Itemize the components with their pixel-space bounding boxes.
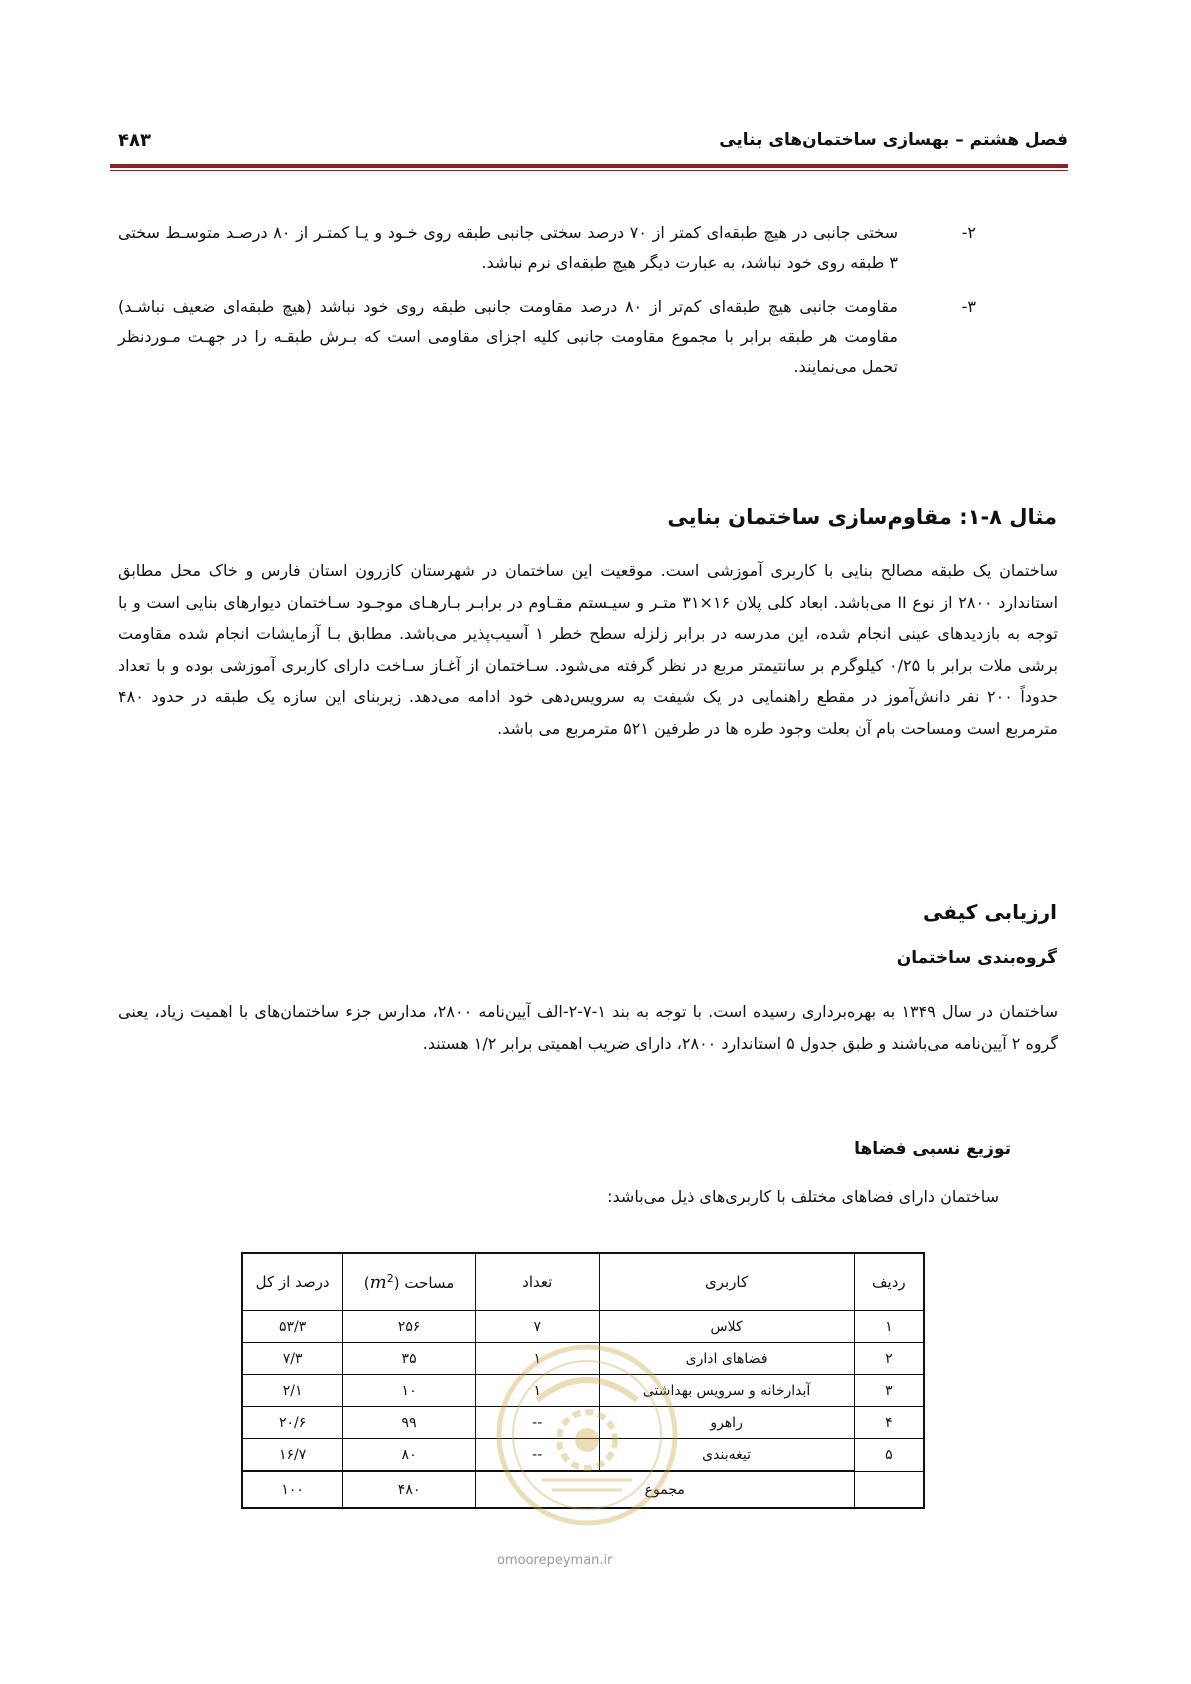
cell-percent: ۲۰/۶ bbox=[242, 1407, 343, 1439]
header-row-number: ردیف bbox=[854, 1253, 924, 1311]
cell-area: ۱۰ bbox=[343, 1375, 476, 1407]
cell-area: ۳۵ bbox=[343, 1343, 476, 1375]
cell-row-number: ۳ bbox=[854, 1375, 924, 1407]
header-count: تعداد bbox=[475, 1253, 599, 1311]
header-rule-thick bbox=[110, 164, 1068, 168]
list-item-text: سختی جانبی در هیچ طبقه‌ای کمتر از ۷۰ درصد سختی جانبی طبقه روی خـود و یـا کمتـر از ۸۰ درصـد متوسـط سختی ۳ طبقه روی خود نباشد، به عبارت دیگر هیچ طبقه‌ای نرم نباشد. bbox=[118, 223, 899, 272]
cell-row-number: ۲ bbox=[854, 1343, 924, 1375]
page-header bbox=[110, 130, 1068, 160]
cell-count: ۱ bbox=[475, 1375, 599, 1407]
cell-row-number: ۱ bbox=[854, 1311, 924, 1343]
list-item bbox=[118, 292, 976, 382]
header-percent: درصد از کل bbox=[242, 1253, 343, 1311]
table-header-row bbox=[242, 1253, 924, 1311]
header-rule-thin bbox=[110, 170, 1068, 171]
list-item-number: ۳- bbox=[961, 297, 976, 316]
list-item bbox=[118, 218, 976, 278]
cell-area: ۲۵۶ bbox=[343, 1311, 476, 1343]
cell-count: -- bbox=[475, 1407, 599, 1439]
cell-usage: آبدارخانه و سرویس بهداشتی bbox=[599, 1375, 854, 1407]
header-area-unit: m bbox=[369, 1271, 387, 1293]
cell-row-number: ۴ bbox=[854, 1407, 924, 1439]
cell-percent: ۷/۳ bbox=[242, 1343, 343, 1375]
cell-area: ۸۰ bbox=[343, 1439, 476, 1472]
cell-usage: تیغه‌بندی bbox=[599, 1439, 854, 1472]
cell-percent: ۵۳/۳ bbox=[242, 1311, 343, 1343]
total-label: مجموع bbox=[475, 1471, 854, 1508]
cell-count: -- bbox=[475, 1439, 599, 1472]
qualitative-heading: ارزیابی کیفی bbox=[922, 900, 1057, 924]
cell-percent: ۲/۱ bbox=[242, 1375, 343, 1407]
cell-usage: راهرو bbox=[599, 1407, 854, 1439]
total-area: ۴۸۰ bbox=[343, 1471, 476, 1508]
cell-area: ۹۹ bbox=[343, 1407, 476, 1439]
distribution-heading: توزیع نسبی فضاها bbox=[854, 1139, 1011, 1159]
publisher-seal-icon bbox=[492, 1340, 682, 1530]
example-paragraph: ساختمان یک طبقه مصالح بنایی با کاربری آموزشی است. موقعیت این ساختمان در شهرستان کازرون استان فارس و خاک محل مطابق استاندارد ۲۸۰۰ از نوع II می‌باشد. ابعاد کلی پلان ۱۶×۳۱ متـر و سیـستم مقـاوم در برابـر بـارهـای موجـود سـاختمان دیوارهای بنایی است و با توجه به بازدیدهای عینی انجام شده، این مدرسه در برابر زلزله سطح خطر ۱ آسیب‌پذیر می‌باشد. مطابق بـا آزمایشات انجام شده مقاومت برشی ملات برابر با ۰/۲۵ کیلوگرم بر سانتیمتر مربع در نظر گرفته می‌شود. سـاختمان از آغـاز سـاخت دارای کاربری آموزشی بوده و با تعداد حدوداً ۲۰۰ نفر دانش‌آموز در مقطع راهنمایی در یک شیفت به سرویس‌دهی خود ادامه می‌دهد. زیربنای این سازه یک طبقه در حدود ۴۸۰ مترمربع است ومساحت بام آن بعلت وجود طره ها در طرفین ۵۲۱ مترمربع می باشد. bbox=[118, 561, 1059, 738]
example-heading: مثال ۸-۱: مقاوم‌سازی ساختمان بنایی bbox=[667, 505, 1057, 529]
total-percent: ۱۰۰ bbox=[242, 1471, 343, 1508]
table-row bbox=[242, 1311, 924, 1343]
cell-row-number: ۵ bbox=[854, 1439, 924, 1472]
header-area-exponent: 2 bbox=[386, 1271, 394, 1285]
watermark-text: omoorepeyman.ir bbox=[497, 1553, 613, 1568]
grouping-heading: گروه‌بندی ساختمان bbox=[896, 948, 1057, 968]
cell-count: ۱ bbox=[475, 1343, 599, 1375]
cell-usage: فضاهای اداری bbox=[599, 1343, 854, 1375]
header-area-label: مساحت ( bbox=[393, 1273, 455, 1292]
chapter-title: فصل هشتم – بهسازی ساختمان‌های بنایی bbox=[719, 130, 1068, 150]
grouping-paragraph: ساختمان در سال ۱۳۴۹ به بهره‌برداری رسیده است. با توجه به بند ۱-۷-۲-الف آیین‌نامه ۲۸۰۰، مدارس جزء ساختمان‌های با اهمیت زیاد، یعنی گروه ۲ آیین‌نامه می‌باشند و طبق جدول ۵ استاندارد ۲۸۰۰، دارای ضریب اهمیتی برابر ۱/۲ هستند. bbox=[118, 1002, 1059, 1053]
header-usage: کاربری bbox=[599, 1253, 854, 1311]
list-item-text: مقاومت جانبی هیچ طبقه‌ای کم‌تر از ۸۰ درصد مقاومت جانبی طبقه روی خود نباشد (هیچ طبقه‌ای ضعیف نباشـد) مقاومت هر طبقه برابر با مجموع مقاومت جانبی کلیه اجزای مقاومی است که بـرش طبقـه را در جهـت مـوردنظر تحمل می‌نمایند. bbox=[118, 297, 898, 376]
distribution-intro: ساختمان دارای فضاهای مختلف با کاربری‌های ذیل می‌باشد: bbox=[607, 1187, 999, 1206]
total-blank-cell bbox=[854, 1471, 924, 1508]
page-number: ۴۸۳ bbox=[118, 130, 151, 151]
header-area bbox=[343, 1253, 476, 1311]
cell-usage: کلاس bbox=[599, 1311, 854, 1343]
header-area-close: ) bbox=[363, 1273, 370, 1292]
criteria-list bbox=[118, 218, 976, 396]
list-item-number: ۲- bbox=[961, 223, 976, 242]
cell-percent: ۱۶/۷ bbox=[242, 1439, 343, 1472]
cell-count: ۷ bbox=[475, 1311, 599, 1343]
